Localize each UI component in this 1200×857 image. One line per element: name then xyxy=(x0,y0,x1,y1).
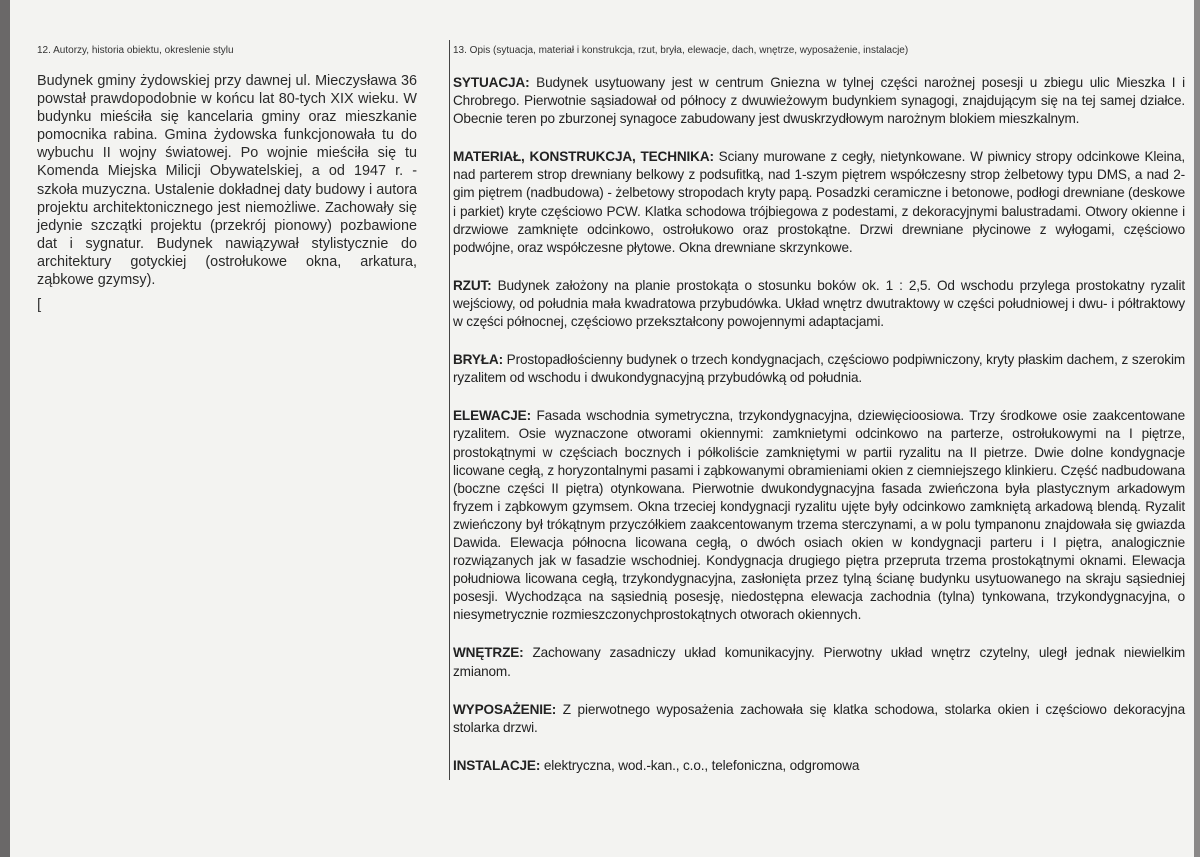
label-rzut: RZUT: xyxy=(453,277,492,293)
paragraph-wnetrze xyxy=(453,644,1185,680)
section-12-header: 12. Autorzy, historia obiektu, okreslenie stylu xyxy=(37,45,234,56)
column-divider xyxy=(449,40,450,780)
text-wnetrze: Zachowany zasadniczy układ komunikacyjny. Pierwotny układ wnętrz czytelny, uległ jednak niewielkim zmianom. xyxy=(453,645,1185,679)
label-instalacje: INSTALACJE: xyxy=(453,757,541,773)
text-elewacje: Fasada wschodnia symetryczna, trzykondygnacyjna, dziewięcioosiowa. Trzy środkowe osie zaakcentowane ryzalitem. Osie wyznaczone otworami okiennymi: zamknietymi odcinkowo na parterze, ostrołukowymi na I piętrze, prostokątnymi w częściach bocznych i półkoliście zamkniętymi w partii ryzalitu na II pietrze. Dwie dolne kondygnacje licowane cegłą, z horyzontalnymi pasami i ząbkowanymi obramieniami okien z ciemniejszego klinkieru. Część nadbudowana (boczne części II piętra) otynkowana. Pierwotnie dwukondygnacyjna fasada zwieńczona była plastycznym arkadowym fryzem i ząbkowym gzymsem. Okna trzeciej kondygnacji ryzalitu ujęte były odcinkowo zamkniętą arkadową blendą. Ryzalit zwieńczony był trókątnym przyczółkiem zaakcentowanym trzema sterczynami, a w polu tympanonu znajdowała się gwiazda Dawida. Elewacja północna licowana cegłą, o dwóch osiach okien w kondygnacji parteru i I piętra, analogicznie rozwiązanych jak w fasadzie wschodniej. Kondygnacja drugiego piętra przepruta trzema prostokątnymi oknami. Elewacja południowa licowana cegłą, trzykondygnacyjna, zasłonięta przez tylną ścianę budynku usytuowanego na skraju sąsiedniej posesji. Wychodząca na sąsiednią posesję, niedostępna elewacja zachodnia (tylna) tynkowana, trzykondygnacyjna, o niesymetrycznie rozmieszczonychprostokątnych otworach okiennych. xyxy=(453,408,1185,623)
text-bryla: Prostopadłościenny budynek o trzech kondygnacjach, częściowo podpiwniczony, kryty płaskim dachem, z szerokim ryzalitem od wschodu i dwukondygnacyjną przybudówką od południa. xyxy=(453,352,1185,386)
paragraph-bryla xyxy=(453,351,1185,387)
text-wyposazenie: Z pierwotnego wyposażenia zachowała się klatka schodowa, stolarka okien i częściowo dekoracyjna stolarka drzwi. xyxy=(453,701,1185,735)
section-13-body xyxy=(453,74,1185,795)
paragraph-rzut xyxy=(453,277,1185,331)
paragraph-material xyxy=(453,148,1185,257)
bracket-mark: [ xyxy=(37,296,42,313)
label-wnetrze: WNĘTRZE: xyxy=(453,645,524,661)
label-elewacje: ELEWACJE: xyxy=(453,408,531,424)
text-material: Sciany murowane z cegły, nietynkowane. W piwnicy stropy odcinkowe Kleina, nad parterem strop drewniany belkowy z podsufitką, nad 1-szym piętrem współczesny strop żelbetowy typu DMS, a nad 2-gim piętrem (nadbudowa) - żelbetowy stropodach kryty papą. Posadzki ceramiczne i betonowe, podłogi drewniane (deskowe i parkiet) kryte częściowo PCW. Klatka schodowa trójbiegowa z podestami, z dekoracyjnymi balustradami. Otwory okienne i drzwiowe zamknięte odcinkowo, ostrołukowo oraz prostokątne. Drzwi drewniane płycinowe z wyłogami, częściowo podwójne, oraz współczesne płytowe. Okna drewniane skrzynkowe. xyxy=(453,149,1186,255)
scan-edge-left xyxy=(0,0,10,857)
label-material: MATERIAŁ, KONSTRUKCJA, TECHNIKA: xyxy=(453,149,714,165)
paragraph-elewacje xyxy=(453,407,1185,624)
label-bryla: BRYŁA: xyxy=(453,352,503,368)
paragraph-wyposazenie xyxy=(453,701,1185,737)
section-12-text: Budynek gminy żydowskiej przy dawnej ul. Mieczysława 36 powstał prawdopodobnie w końcu lat 80-tych XIX wieku. W budynku mieściła się kancelaria gminy oraz mieszkanie pomocnika rabina. Gmina żydowska funkcjonowała tu do wybuchu II wojny światowej. Po wojnie mieściła się tu Komenda Miejska Milicji Obywatelskiej, a od 1947 r. - szkoła muzyczna. Ustalenie dokładnej daty budowy i autora projektu architektonicznego jest niemożliwe. Zachowały się jedynie szczątki projektu (przekrój pionowy) pozbawione dat i sygnatur. Budynek nawiązywał stylistycznie do architektury gotyckiej (ostrołukowe okna, arkatura, ząbkowe gzymsy). xyxy=(37,73,417,289)
label-sytuacja: SYTUACJA: xyxy=(453,75,530,90)
text-rzut: Budynek założony na planie prostokąta o stosunku boków ok. 1 : 2,5. Od wschodu przylega prostokatny ryzalit wejściowy, od południa mała kwadratowa przybudówka. Układ wnętrz dwutraktowy w części południowej i dwu- i półtraktowy w części północnej, częściowo przekształcony powojennymi adaptacjami. xyxy=(453,277,1185,330)
label-wyposazenie: WYPOSAŻENIE: xyxy=(453,701,557,717)
paragraph-instalacje xyxy=(453,757,1185,775)
text-sytuacja: Budynek usytuowany jest w centrum Gniezna w tylnej części narożnej posesji u zbiegu ulic Mieszka I i Chrobrego. Pierwotnie sąsiadował od północy z dwuwieżowym budynkiem synagogi, znajdującym się na tej samej działce. Obecnie teren po zburzonej synagoce zabudowany jest dwuskrzydłowym narożnym blokiem mieszkalnym. xyxy=(453,75,1185,127)
section-13-header: 13. Opis (sytuacja, materiał i konstrukcja, rzut, bryła, elewacje, dach, wnętrze, wyposażenie, instalacje) xyxy=(453,45,909,56)
paragraph-sytuacja xyxy=(453,74,1185,128)
text-instalacje: elektryczna, wod.-kan., c.o., telefoniczna, odgromowa xyxy=(540,757,860,773)
scan-edge-right xyxy=(1194,0,1200,857)
